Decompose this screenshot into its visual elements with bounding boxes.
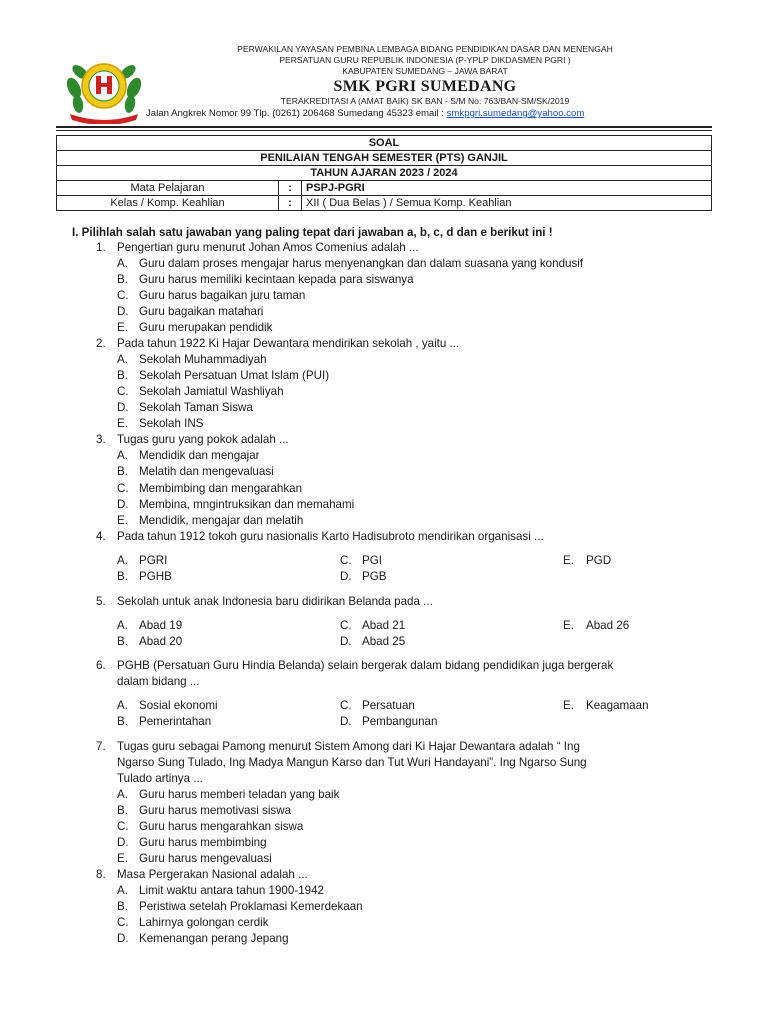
instruction: I. Pilihlah salah satu jawaban yang paling tepat dari jawaban a, b, c, d dan e berikut ini ! xyxy=(72,226,553,239)
academic-year: TAHUN AJARAN 2023 / 2024 xyxy=(57,166,712,181)
option-text: Abad 21 xyxy=(362,619,406,632)
option-text: Limit waktu antara tahun 1900-1942 xyxy=(139,884,324,897)
option-letter: D. xyxy=(117,498,129,511)
option-text: Sekolah INS xyxy=(139,417,204,430)
subject-label: Mata Pelajaran xyxy=(57,181,279,196)
option-letter: B. xyxy=(117,570,128,583)
option-text: Mendidik, mengajar dan melatih xyxy=(139,514,304,527)
option-text: PGD xyxy=(586,554,612,567)
option-text: Pemerintahan xyxy=(139,715,212,728)
option-text: Abad 25 xyxy=(362,635,406,648)
option-letter: B. xyxy=(117,715,128,728)
option-letter: B. xyxy=(117,465,128,478)
class-colon: : xyxy=(279,196,302,211)
address-text: Jalan Angkrek Nomor 99 Tlp. (0261) 206468 Sumedang 45323 email : xyxy=(146,108,447,119)
option-text: Lahirnya golongan cerdik xyxy=(139,916,269,929)
question-text: Tulado artinya ... xyxy=(117,772,203,785)
option-letter: C. xyxy=(117,482,129,495)
option-letter: A. xyxy=(117,699,128,712)
option-letter: B. xyxy=(117,369,128,382)
option-letter: A. xyxy=(117,554,128,567)
question-number: 5. xyxy=(96,595,106,608)
option-letter: D. xyxy=(340,635,352,648)
option-text: Sekolah Persatuan Umat Islam (PUI) xyxy=(139,369,330,382)
option-text: Abad 26 xyxy=(586,619,630,632)
question-text: Pada tahun 1912 tokoh guru nasionalis Karto Hadisubroto mendirikan organisasi ... xyxy=(117,530,544,543)
question-text: PGHB (Persatuan Guru Hindia Belanda) selain bergerak dalam bidang pendidikan juga bergerak xyxy=(117,659,614,672)
option-letter: B. xyxy=(117,635,128,648)
option-text: Sekolah Taman Siswa xyxy=(139,401,253,414)
option-text: PGI xyxy=(362,554,382,567)
option-text: Guru harus mengevaluasi xyxy=(139,852,272,865)
option-text: Abad 20 xyxy=(139,635,183,648)
option-letter: E. xyxy=(117,852,128,865)
option-letter: D. xyxy=(117,401,129,414)
option-letter: B. xyxy=(117,804,128,817)
header-line-3: KABUPATEN SUMEDANG – JAWA BARAT xyxy=(342,66,508,76)
class-label: Kelas / Komp. Keahlian xyxy=(57,196,279,211)
question-text: Masa Pergerakan Nasional adalah ... xyxy=(117,868,308,881)
school-logo xyxy=(62,52,146,124)
option-text: Membimbing dan mengarahkan xyxy=(139,482,303,495)
option-letter: D. xyxy=(117,305,129,318)
subject-value: PSPJ-PGRI xyxy=(302,181,712,196)
question-number: 2. xyxy=(96,337,106,350)
option-text: Sekolah Muhammadiyah xyxy=(139,353,267,366)
option-text: Pembangunan xyxy=(362,715,438,728)
option-text: Guru harus memiliki kecintaan kepada para siswanya xyxy=(139,273,414,286)
option-letter: A. xyxy=(117,449,128,462)
option-letter: A. xyxy=(117,788,128,801)
exam-info-table xyxy=(56,135,712,211)
option-text: Guru harus mengarahkan siswa xyxy=(139,820,304,833)
option-letter: C. xyxy=(117,385,129,398)
question-number: 3. xyxy=(96,433,106,446)
email-link[interactable]: smkpgri.sumedang@yahoo.com xyxy=(446,108,585,119)
question-number: 4. xyxy=(96,530,106,543)
option-letter: C. xyxy=(340,554,352,567)
option-text: Guru dalam proses mengajar harus menyenangkan dan dalam suasana yang kondusif xyxy=(139,257,584,270)
option-letter: E. xyxy=(563,619,574,632)
option-letter: B. xyxy=(117,900,128,913)
option-text: Sekolah Jamiatul Washliyah xyxy=(139,385,284,398)
question-text: Ngarso Sung Tulado, Ing Madya Mangun Karso dan Tut Wuri Handayani”. Ing Ngarso Sung xyxy=(117,756,587,769)
address-line xyxy=(146,108,584,119)
option-letter: A. xyxy=(117,884,128,897)
option-text: Persatuan xyxy=(362,699,415,712)
option-text: PGRI xyxy=(139,554,168,567)
option-letter: E. xyxy=(563,554,574,567)
class-value: XII ( Dua Belas ) / Semua Komp. Keahlian xyxy=(302,196,712,211)
option-text: Abad 19 xyxy=(139,619,183,632)
option-text: Guru harus memotivasi siswa xyxy=(139,804,292,817)
option-letter: C. xyxy=(340,619,352,632)
option-text: PGHB xyxy=(139,570,172,583)
option-letter: C. xyxy=(117,916,129,929)
option-letter: D. xyxy=(340,715,352,728)
question-number: 1. xyxy=(96,241,106,254)
accreditation-line: TERAKREDITASI A (AMAT BAIK) SK BAN - S/M No: 763/BAN-SM/SK/2019 xyxy=(280,96,570,106)
option-letter: E. xyxy=(117,417,128,430)
option-text: Sosial ekonomi xyxy=(139,699,218,712)
question-text: Tugas guru sebagai Pamong menurut Sistem Among dari Ki Hajar Dewantara adalah “ Ing xyxy=(117,740,580,753)
school-name: SMK PGRI SUMEDANG xyxy=(333,78,517,95)
option-text: Melatih dan mengevaluasi xyxy=(139,465,274,478)
option-letter: D. xyxy=(117,932,129,945)
option-letter: C. xyxy=(117,820,129,833)
option-letter: E. xyxy=(117,514,128,527)
option-letter: E. xyxy=(117,321,128,334)
option-text: Guru harus membimbing xyxy=(139,836,267,849)
subject-colon: : xyxy=(279,181,302,196)
option-letter: E. xyxy=(563,699,574,712)
option-letter: A. xyxy=(117,353,128,366)
option-text: Keagamaan xyxy=(586,699,649,712)
option-letter: C. xyxy=(340,699,352,712)
header-rule-thin xyxy=(56,130,712,131)
option-letter: A. xyxy=(117,619,128,632)
option-letter: A. xyxy=(117,257,128,270)
option-text: Guru bagaikan matahari xyxy=(139,305,264,318)
question-text: Tugas guru yang pokok adalah ... xyxy=(117,433,289,446)
question-text: Pengertian guru menurut Johan Amos Comenius adalah ... xyxy=(117,241,419,254)
question-text: dalam bidang ... xyxy=(117,675,200,688)
question-number: 8. xyxy=(96,868,106,881)
option-text: Kemenangan perang Jepang xyxy=(139,932,289,945)
question-text: Sekolah untuk anak Indonesia baru didirikan Belanda pada ... xyxy=(117,595,433,608)
option-letter: B. xyxy=(117,273,128,286)
option-text: Guru harus memberi teladan yang baik xyxy=(139,788,340,801)
option-letter: D. xyxy=(117,836,129,849)
option-text: Mendidik dan mengajar xyxy=(139,449,260,462)
option-letter: C. xyxy=(117,289,129,302)
exam-title: PENILAIAN TENGAH SEMESTER (PTS) GANJIL xyxy=(57,151,712,166)
header-line-1: PERWAKILAN YAYASAN PEMBINA LEMBAGA BIDANG PENDIDIKAN DASAR DAN MENENGAH xyxy=(237,44,613,54)
question-number: 7. xyxy=(96,740,106,753)
option-text: Peristiwa setelah Proklamasi Kemerdekaan xyxy=(139,900,363,913)
header-rule-thick xyxy=(56,126,712,128)
option-letter: D. xyxy=(340,570,352,583)
option-text: Membina, mngintruksikan dan memahami xyxy=(139,498,355,511)
header-line-2: PERSATUAN GURU REPUBLIK INDONESIA (P-YPLP DIKDASMEN PGRI ) xyxy=(279,55,571,65)
option-text: Guru merupakan pendidik xyxy=(139,321,273,334)
option-text: PGB xyxy=(362,570,387,583)
option-text: Guru harus bagaikan juru taman xyxy=(139,289,306,302)
soal-title: SOAL xyxy=(57,136,712,151)
question-number: 6. xyxy=(96,659,106,672)
question-text: Pada tahun 1922 Ki Hajar Dewantara mendirikan sekolah , yaitu ... xyxy=(117,337,460,350)
